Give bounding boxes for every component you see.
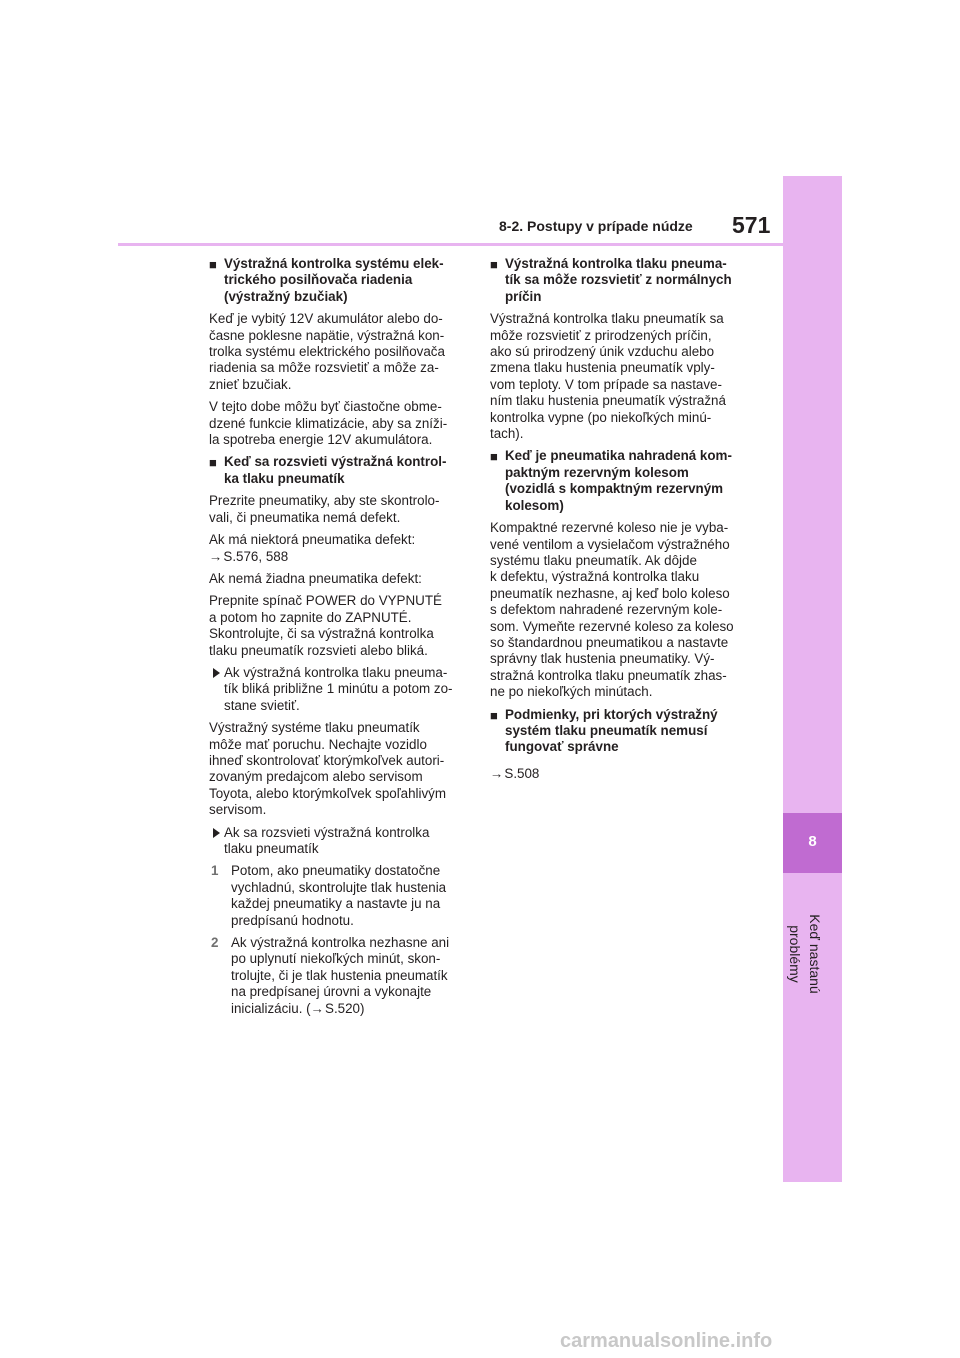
step-item — [209, 935, 466, 1017]
left-column — [209, 256, 466, 1023]
paragraph: Prezrite pneumatiky, aby ste skontrolo- vali, či pneumatika nemá defekt. — [209, 493, 440, 525]
paragraph-with-ref — [490, 766, 750, 782]
square-bullet-icon: ■ — [490, 449, 498, 465]
step-number: 1 — [211, 863, 219, 879]
step-text: Ak výstražná kontrolka nezhasne ani po uplynutí niekoľkých minút, skon- trolujte, či je tlak hustenia pneumatík na predpísanej úrovni a vykonajte inicializáciu. ( — [231, 935, 450, 1016]
arrow-right-icon: → — [490, 765, 504, 781]
watermark: carmanualsonline.info — [560, 1330, 773, 1352]
bullet-item — [209, 665, 466, 714]
paragraph-text: Ak má niektorá pneumatika defekt: — [209, 532, 416, 548]
heading-text: Výstražná kontrolka systému elek- trického posilňovača riadenia (výstražný bzučiak) — [224, 256, 444, 304]
paragraph: Kompaktné rezervné koleso nie je vyba- vené ventilom a vysielačom výstražného systému tlaku pneumatík. Ak dôjde k defektu, výstražná kontrolka tlaku pneumatík nezhasne, aj keď bolo koleso s defektom nahradené rezervným kole- som. Vymeňte rezervné koleso za koleso so štandardnou pneumatikou a nastavte správny tlak hustenia pneumatiky. Vý- stražná kontrolka tlaku pneumatík zhas- ne po niekoľkých minútach. — [490, 520, 734, 700]
arrow-right-icon: → — [209, 548, 223, 564]
paragraph: Keď je vybitý 12V akumulátor alebo do- časne poklesne napätie, výstražná kon- trolka systému elektrického posilňovača riadenia sa môže rozsvietiť a môže za- znieť bzučiak. — [209, 311, 445, 392]
paragraph: Prepnite spínač POWER do VYPNUTÉ a potom ho zapnite do ZAPNUTÉ. Skontrolujte, či sa výstražná kontrolka tlaku pneumatík rozsvieti alebo bliká. — [209, 593, 442, 658]
header-divider — [118, 243, 783, 246]
triangle-bullet-icon — [213, 828, 220, 838]
heading-conditions — [490, 707, 750, 756]
step-text: Potom, ako pneumatiky dostatočne vychladnú, skontrolujte tlak hustenia každej pneumatiky a nastavte ju na predpísanú hodnotu. — [231, 863, 447, 928]
heading-compact-spare — [490, 448, 750, 514]
bullet-item — [209, 825, 466, 858]
heading-eps-warning — [209, 256, 466, 305]
heading-text: Keď sa rozsvieti výstražná kontrol- ka tlaku pneumatík — [224, 454, 447, 486]
paragraph: V tejto dobe môžu byť čiastočne obme- dzené funkcie klimatizácie, aby sa zníži- la spotreba energie 12V akumulátora. — [209, 399, 448, 448]
square-bullet-icon: ■ — [490, 257, 498, 272]
square-bullet-icon: ■ — [490, 707, 498, 723]
section-title: 8-2. Postupy v prípade núdze — [499, 218, 693, 234]
paragraph: Výstražný systéme tlaku pneumatík môže mať poruchu. Nechajte vozidlo ihneď skontrolovať ktorýmkoľvek autori- zovaným predajcom alebo servisom Toyota, alebo ktorýmkoľvek spoľahlivým servisom. — [209, 720, 447, 818]
page-reference-link[interactable]: S.508 — [504, 765, 540, 781]
page-number: 571 — [732, 212, 771, 238]
paragraph-with-ref — [209, 532, 466, 565]
chapter-number: 8 — [808, 833, 817, 850]
bullet-text: Ak výstražná kontrolka tlaku pneuma- tík bliká približne 1 minútu a potom zo- stane svietiť. — [224, 664, 453, 713]
right-column — [490, 256, 750, 788]
square-bullet-icon: ■ — [209, 257, 217, 272]
chapter-side-tab — [783, 176, 842, 1182]
step-item — [209, 863, 466, 929]
triangle-bullet-icon — [213, 668, 220, 678]
square-bullet-icon: ■ — [209, 455, 217, 471]
step-number: 2 — [211, 935, 219, 951]
heading-text: Výstražná kontrolka tlaku pneuma- tík sa môže rozsvietiť z normálnych príčin — [505, 256, 732, 304]
heading-normal-causes — [490, 256, 750, 305]
heading-text: Keď je pneumatika nahradená kom- paktným rezervným kolesom (vozidlá s kompaktným rezervným kolesom) — [505, 448, 732, 513]
paragraph: Výstražná kontrolka tlaku pneumatík sa môže rozsvietiť z prirodzených príčin, ako sú prirodzený únik vzduchu alebo zmena tlaku hustenia pneumatík vply- vom teploty. V tom prípade sa nastave- ním tlaku hustenia pneumatík výstražná kontrolka vypne (po niekoľkých minú- tach). — [490, 311, 726, 442]
heading-text: Podmienky, pri ktorých výstražný systém tlaku pneumatík nemusí fungovať správne — [505, 706, 718, 755]
heading-tpms-light — [209, 454, 466, 487]
page-reference-link[interactable]: S.576, 588 — [223, 548, 289, 564]
paragraph: Ak nemá žiadna pneumatika defekt: — [209, 570, 422, 586]
bullet-text: Ak sa rozsvieti výstražná kontrolka tlaku pneumatík — [224, 824, 430, 856]
arrow-right-icon: → — [310, 1000, 325, 1016]
chapter-title: Keď nastanú problémy — [787, 914, 823, 994]
page-reference-link[interactable]: S.520) — [325, 1000, 365, 1016]
